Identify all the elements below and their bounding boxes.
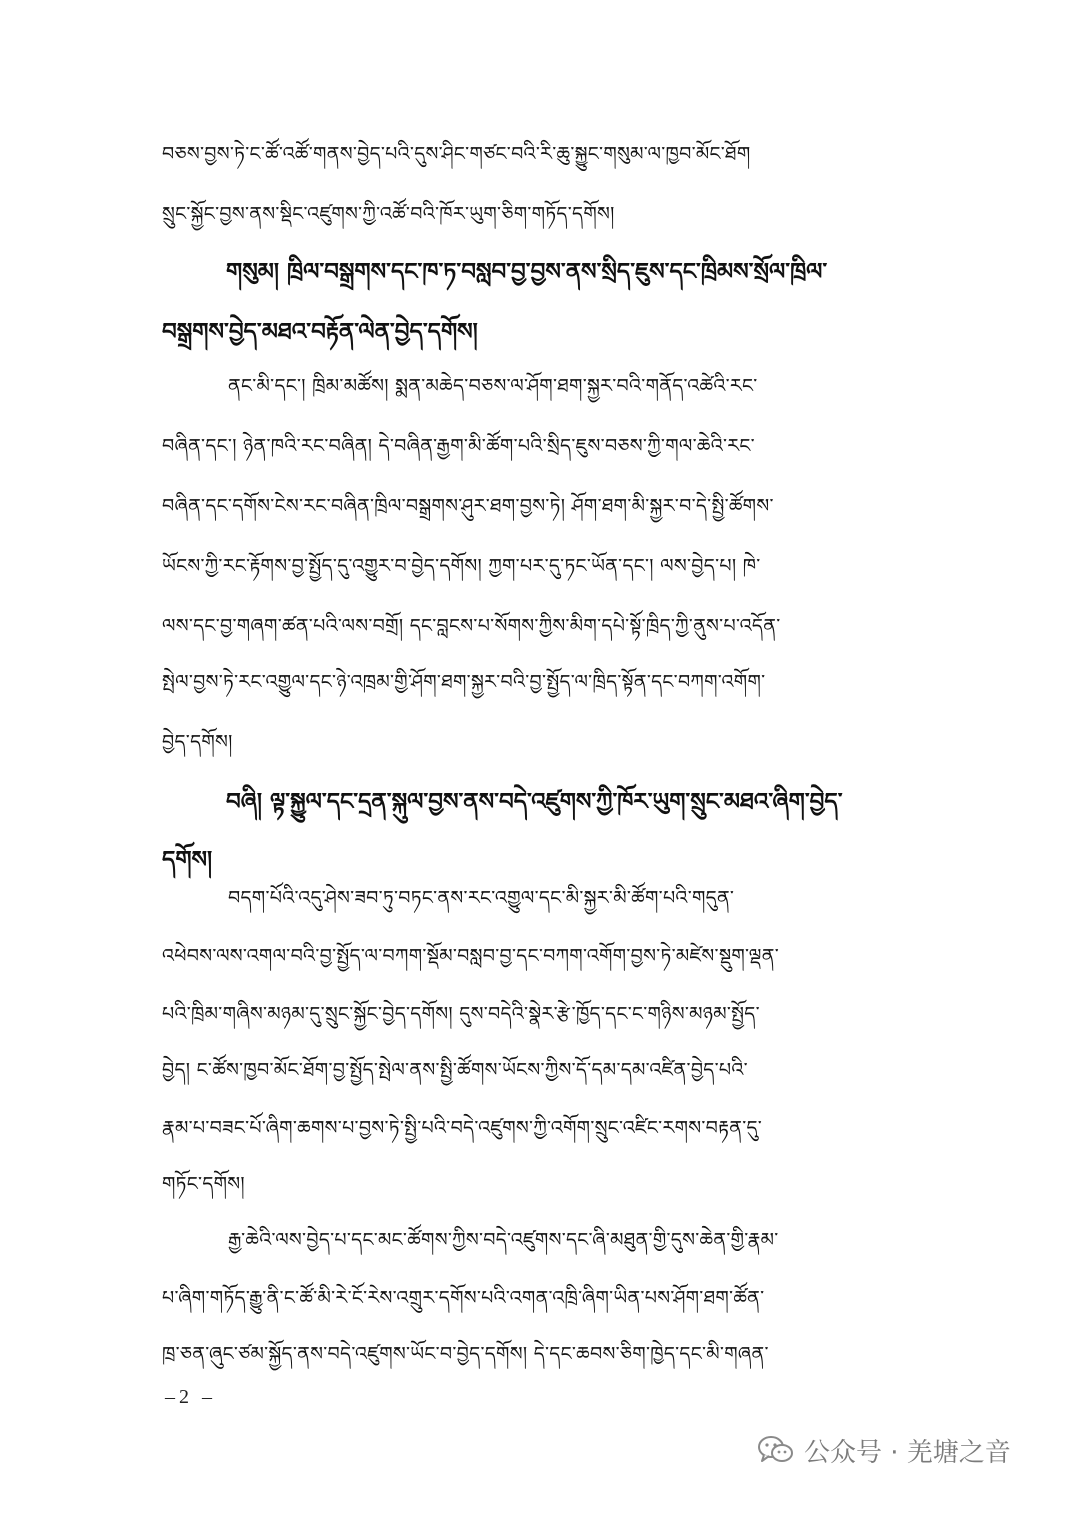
paragraph-line: ནང་མི་དང་། ཁྲིམ་མཚོས། སྨན་མཆེད་བཅས་ལ་ཤོག་ཐག་སྐྱར་བའི་གནོད་འཚེའི་རང་ <box>228 375 758 397</box>
paragraph-line: པ་ཞིག་གཏོད་རྒྱུ་ནི་ང་ཚོ་མི་རེ་ངོ་རེས་འགྲུར་དགོས་པའི་འགན་འཁྲི་ཞིག་ཡིན་པས་ཤོག་ཐག་ཚོན་ <box>162 1287 765 1309</box>
watermark-text: 公众号 · 羌塘之音 <box>804 1437 1011 1468</box>
page-number: –2 – <box>165 1386 216 1408</box>
wechat-icon <box>758 1435 794 1465</box>
section-heading: གསུམ། ཁྲིལ་བསྒྲགས་དང་ཁ་ཏ་བསླབ་བྱ་བྱས་ནས་སྲིད་ཇུས་དང་ཁྲིམས་སྲོལ་ཁྲིལ་ <box>226 258 828 285</box>
paragraph-line: རྣམ་པ་བཟང་པོ་ཞིག་ཆགས་པ་བྱས་ཏེ་སྤྱི་པའི་བདེ་འཛུགས་ཀྱི་འགོག་སྲུང་འཛིང་རགས་བརྟན་དུ་ <box>162 1117 763 1139</box>
paragraph-line: འཕེབས་ལས་འགལ་བའི་བྱ་སྤྱོད་ལ་བཀག་སྡོམ་བསླབ་བྱ་དང་བཀག་འགོག་བྱས་ཏེ་མཛེས་སྡུག་ལྡན་ <box>162 945 779 967</box>
paragraph-line: བཞིན་དང་དགོས་ངེས་རང་བཞིན་ཁྲིལ་བསྒྲགས་ཤུར་ཐག་བྱས་ཏེ། ཤོག་ཐག་མི་སྐྱར་བ་དེ་སྤྱི་ཚོགས་ <box>162 495 774 517</box>
paragraph-line: བཅས་བྱས་ཏེ་ང་ཚོ་འཚོ་གནས་བྱེད་པའི་དུས་ཤིང་གཙང་བའི་རི་ཆུ་སྐྱུང་གསུམ་ལ་ཁྱབ་མོང་ཐོག <box>162 143 751 165</box>
paragraph-line: ཡོངས་ཀྱི་རང་རྟོགས་བྱ་སྤྱོད་དུ་འགྱུར་བ་བྱེད་དགོས། ཀྱག་པར་དུ་ཏང་ཡོན་དང་། ལས་བྱེད་པ། ཁེ་ <box>162 555 761 577</box>
paragraph-line: པའི་ཁྲིམ་གཞིས་མཉམ་དུ་སྲུང་སྐྱོང་བྱེད་དགོས། དུས་བདེའི་སྣེར་རྩེ་ཁྱོད་དང་ང་གཉིས་མཉམ་སྤྱོད་ <box>162 1003 760 1025</box>
section-heading: བཞི། ལྟ་སྐྱུལ་དང་དྲན་སྐུལ་བྱས་ནས་བདེ་འཛུགས་ཀྱི་ཁོར་ཡུག་སྲུང་མཐའ་ཞིག་བྱེད་ <box>226 788 843 815</box>
paragraph-line: བྱེད་དགོས། <box>162 731 233 753</box>
section-heading: བསྒྲགས་བྱེད་མཐའ་བརྟོན་ལེན་བྱེད་དགོས། <box>162 318 478 345</box>
paragraph-line: སྲུང་སྐྱོང་བྱས་ནས་སྡིང་འཛུགས་ཀྱི་འཚོ་བའི་ཁོར་ཡུག་ཅིག་གཏོད་དགོས། <box>162 203 615 225</box>
section-heading: དགོས། <box>162 846 213 873</box>
paragraph-line: རྒྱ་ཆེའི་ལས་བྱེད་པ་དང་མང་ཚོགས་ཀྱིས་བདེ་འཛུགས་དང་ཞི་མཐུན་གྱི་དུས་ཆེན་གྱི་རྣམ་ <box>228 1229 779 1251</box>
paragraph-line: ཁྲ་ཅན་ཞུང་ཙམ་སྐྱོད་ནས་བདེ་འཛུགས་ཡོང་བ་བྱེད་དགོས། དེ་དང་ཆབས་ཅིག་ཁྱེད་དང་མི་གཞན་ <box>162 1343 769 1365</box>
paragraph-line: བདག་པོའི་འདུ་ཤེས་ཟབ་ཏུ་བཏང་ནས་རང་འགྱུལ་དང་མི་སྐྱར་མི་ཚོག་པའི་གདུན་ <box>228 887 735 909</box>
paragraph-line: ལས་དང་བྱ་གཞག་ཚན་པའི་ལས་བགྲོ། དང་བླངས་པ་སོགས་ཀྱིས་མིག་དཔེ་སྟོ་ཁྲིད་ཀྱི་ནུས་པ་འདོན་ <box>162 615 781 637</box>
paragraph-line: སྤེལ་བྱས་ཏེ་རང་འགྱུལ་དང་ཉེ་འཁྲམ་གྱི་ཤོག་ཐག་སྐྱར་བའི་བྱ་སྤྱོད་ལ་ཁྲིད་སྟོན་དང་བཀག་འགོག་ <box>162 671 766 693</box>
paragraph-line: བྱེད། ང་ཚོས་ཁྱབ་མོང་ཐོག་བྱ་སྤྱོད་སྤེལ་ནས་སྤྱི་ཚོགས་ཡོངས་ཀྱིས་དོ་དམ་དམ་འཛིན་བྱེད་པའི་ <box>162 1059 748 1081</box>
wechat-watermark <box>758 1428 1011 1472</box>
paragraph-line: གཏོང་དགོས། <box>162 1173 245 1195</box>
paragraph-line: བཞིན་དང་། ཉེན་ཁའི་རང་བཞིན། དེ་བཞིན་རྒྱག་མི་ཚོག་པའི་སྲིད་ཇུས་བཅས་ཀྱི་གལ་ཆེའི་རང་ <box>162 435 755 457</box>
